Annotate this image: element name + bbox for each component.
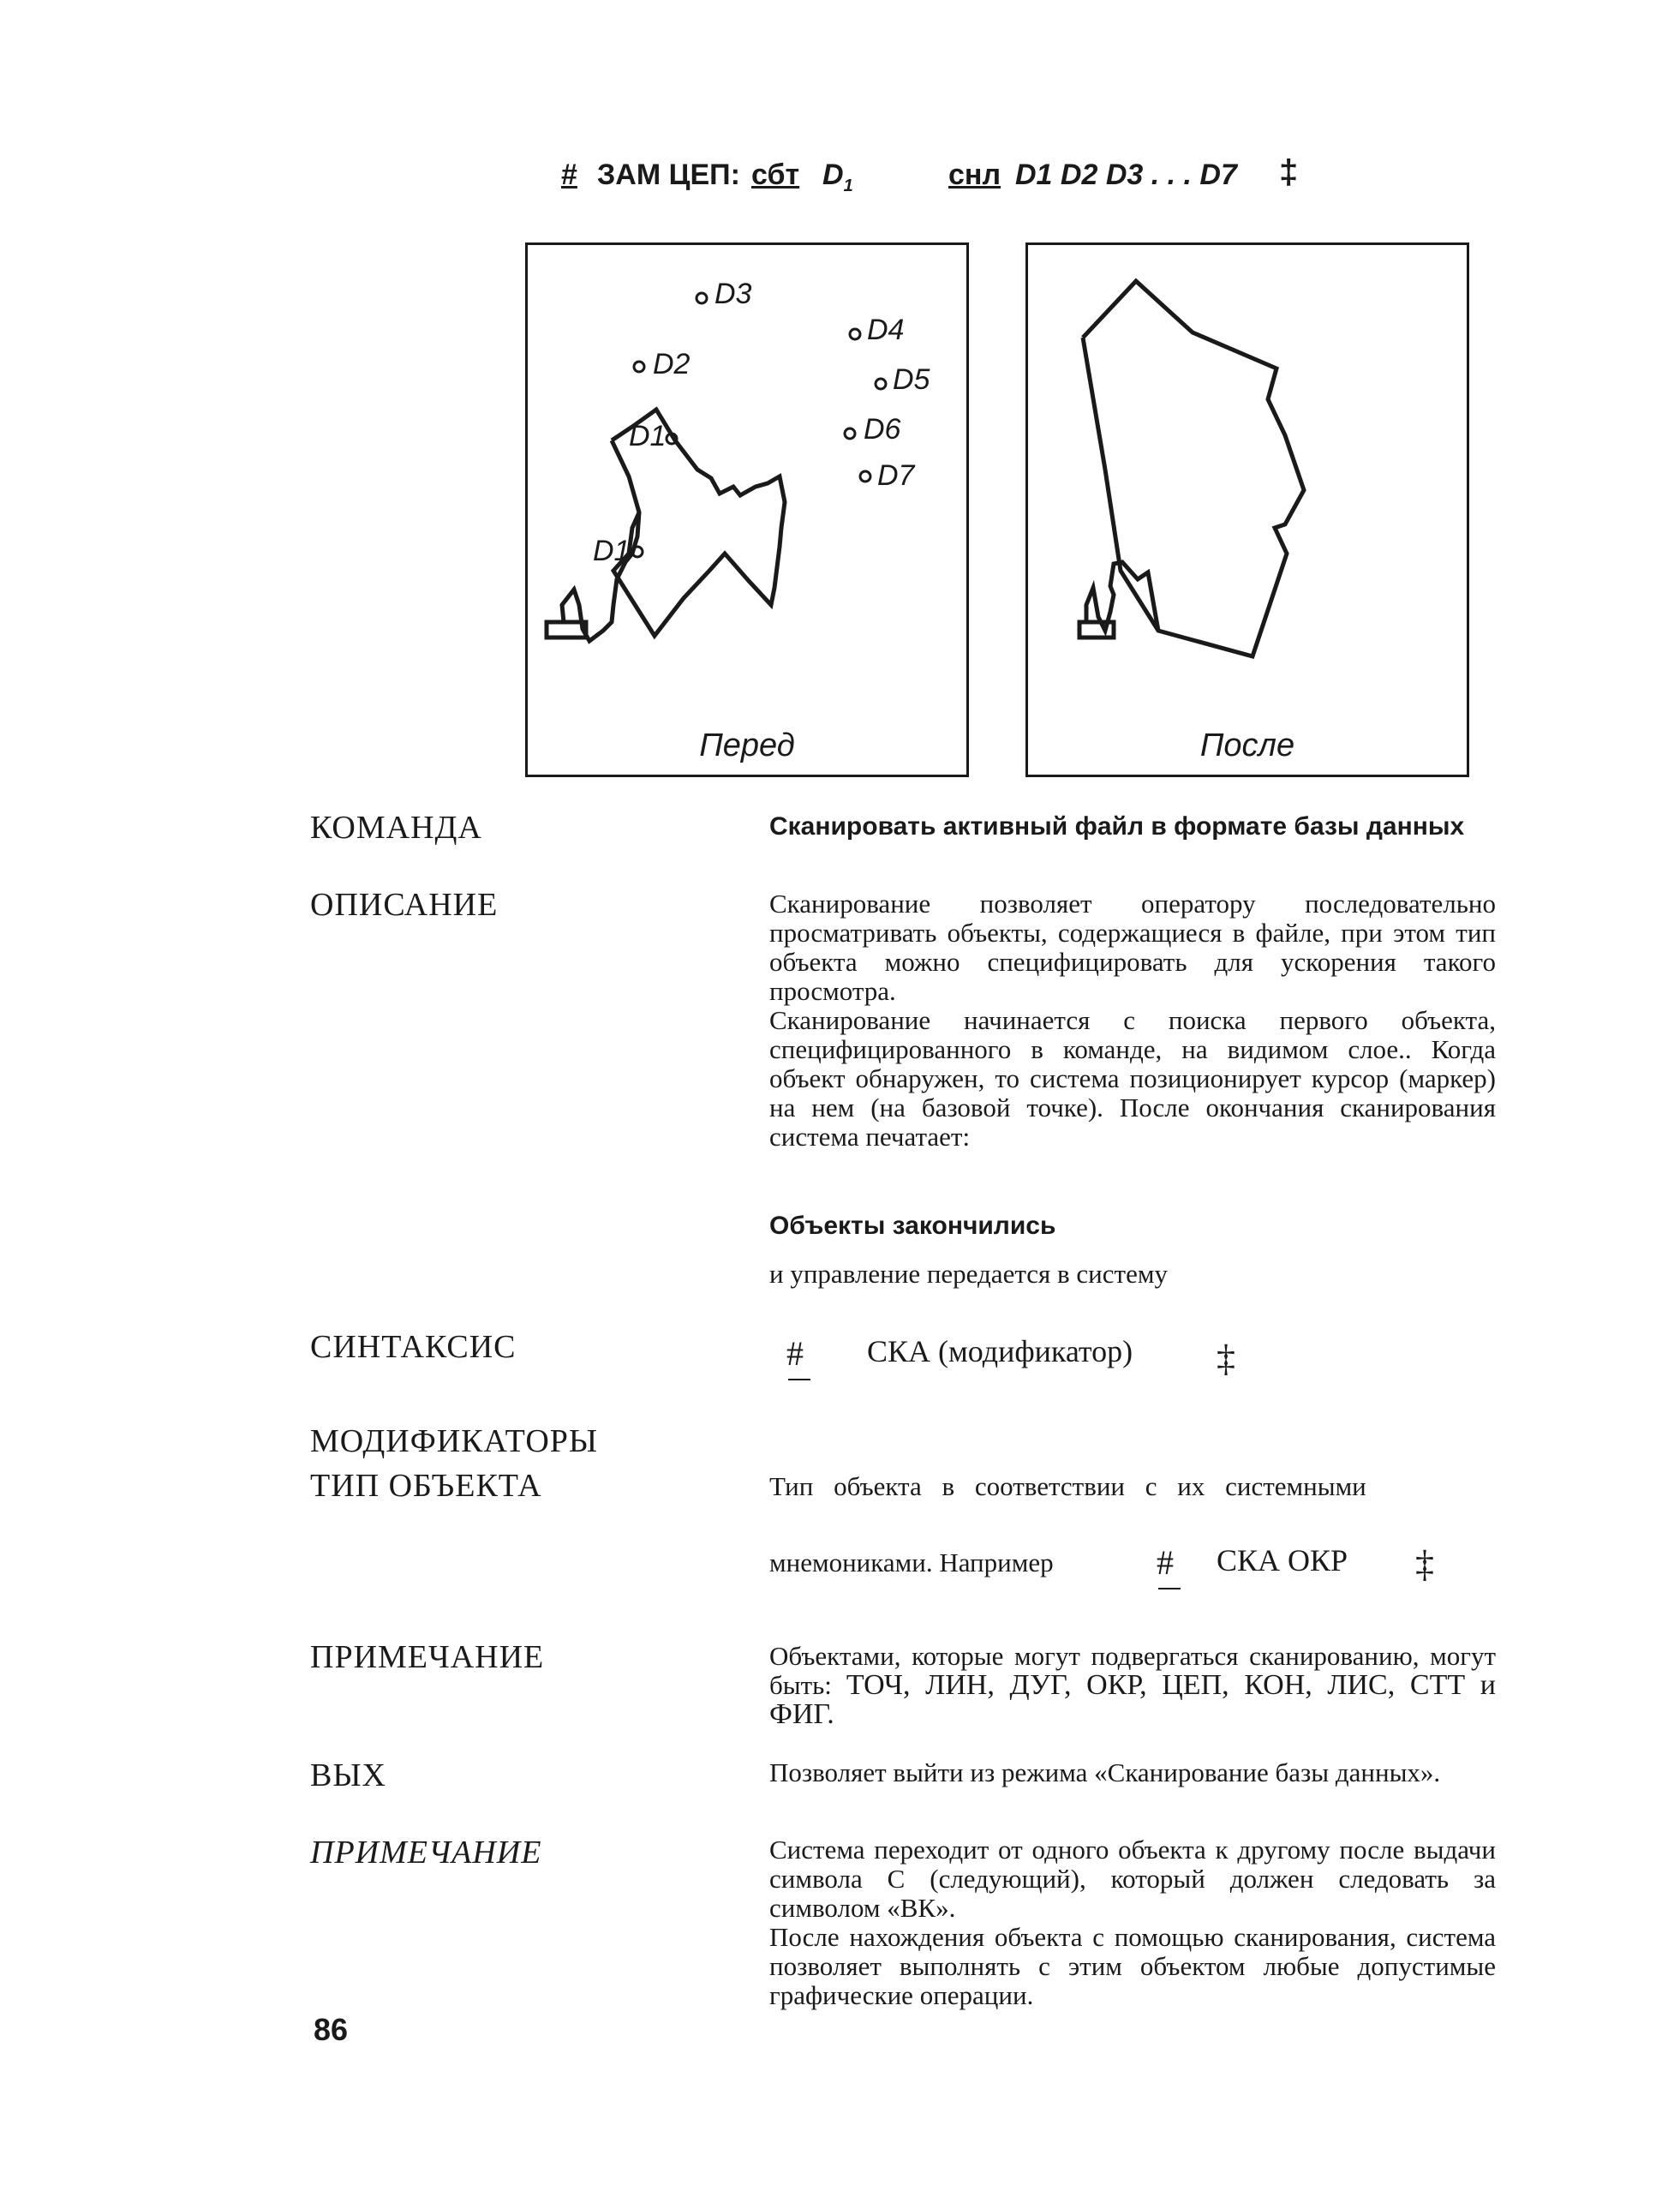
label-modifiers: МОДИФИКАТОРЫ [310,1423,599,1459]
header-hash: # [561,159,577,191]
point-d1b-label: D1 [593,535,631,567]
point-d3-label: D3 [714,278,752,310]
figure-before-caption-mark [966,725,968,776]
label-note-2: ПРИМЕЧАНИЕ [310,1835,542,1871]
syntax-terminator: ‡ [1217,1338,1235,1380]
point-d3-marker [697,293,707,303]
note-1-block [769,1642,1496,1729]
object-type-line-1: Тип объекта в соответствии с их системными [769,1471,1366,1501]
label-note-1: ПРИМЕЧАНИЕ [310,1639,545,1675]
point-d2-label: D2 [653,348,691,380]
figure-after [1025,242,1469,777]
description-para-3: и управление передается в систему [769,1259,1168,1289]
figure-before [525,242,969,777]
point-d5-marker [876,379,886,389]
point-d1-label: D1 [629,420,667,452]
object-type-example: СКА ОКР [1217,1543,1348,1577]
note-2-para-2: После нахождения объекта с помощью сканирования, система позволяет выполнять с этим объектом любые допустимые графические операции. [769,1922,1496,2010]
point-d6-marker [845,428,855,439]
figure-before-caption: Перед [699,727,795,763]
point-d7-label: D7 [877,459,915,492]
object-type-terminator: ‡ [1415,1543,1434,1585]
label-command: КОМАНДА [310,810,482,846]
description-para-2: Сканирование начинается с поиска первого объекта, специфицированного в команде, на видимом слое.. Когда объект обнаружен, то система позиционирует курсор (маркер) на нем (на базовой точке). После окончания сканирования система печатает: [769,1005,1496,1152]
header-command: ЗАМ ЦЕП: [597,159,740,191]
object-type-hash: # [1157,1543,1174,1582]
chain-polyline [1083,281,1304,656]
label-syntax: СИНТАКСИС [310,1329,517,1365]
page-number: 86 [314,2012,349,2047]
syntax-hash: # [786,1334,804,1373]
point-d5-label: D5 [893,363,930,396]
command-text: Сканировать активный файл в формате базы данных [769,812,1465,841]
note-1-text: Объектами, которые могут подвергаться сканированию, могут быть: [769,1641,1496,1700]
point-d7-marker [860,471,870,482]
header-terminator: ‡ [1279,153,1299,191]
description-para-1: Сканирование позволяет оператору последовательно просматривать объекты, содержащиеся в файле, при этом тип объекта можно специфицировать для ускорения такого просмотра. [769,889,1496,1006]
figure-after-drawing [1028,245,1467,775]
point-d4-marker [850,329,860,339]
point-d4-label: D4 [867,314,905,346]
label-exit: ВЫХ [310,1757,386,1793]
header-command-line [561,153,1332,210]
header-snl: снл [948,159,1001,191]
syntax-text: СКА (модификатор) [867,1334,1133,1368]
description-message: Объекты закончились [769,1212,1056,1240]
note-2-block [769,1835,1496,2010]
exit-text: Позволяет выйти из режима «Сканирование базы данных». [769,1757,1441,1787]
header-sbt: сбт [751,159,800,191]
label-description: ОПИСАНИЕ [310,887,499,923]
note-1-objects: ТОЧ, ЛИН, ДУГ, ОКР, ЦЕП, КОН, ЛИС, СТТ и ФИГ. [769,1669,1497,1730]
point-d2-marker [634,362,644,372]
figure-after-caption: После [1199,727,1295,763]
header-d1: $D_1$ [822,159,853,195]
description-block [769,889,1496,1152]
header-sequence: D1 D2 D3 . . . D7 [1015,159,1237,191]
point-d6-label: D6 [864,413,901,446]
note-2-para-1: Система переходит от одного объекта к другому после выдачи символа С (следующий), который должен следовать за символом «ВК». [769,1835,1496,1923]
object-type-line-2: мнемониками. Например [769,1547,1054,1577]
label-object-type: ТИП ОБЪЕКТА [310,1468,542,1504]
